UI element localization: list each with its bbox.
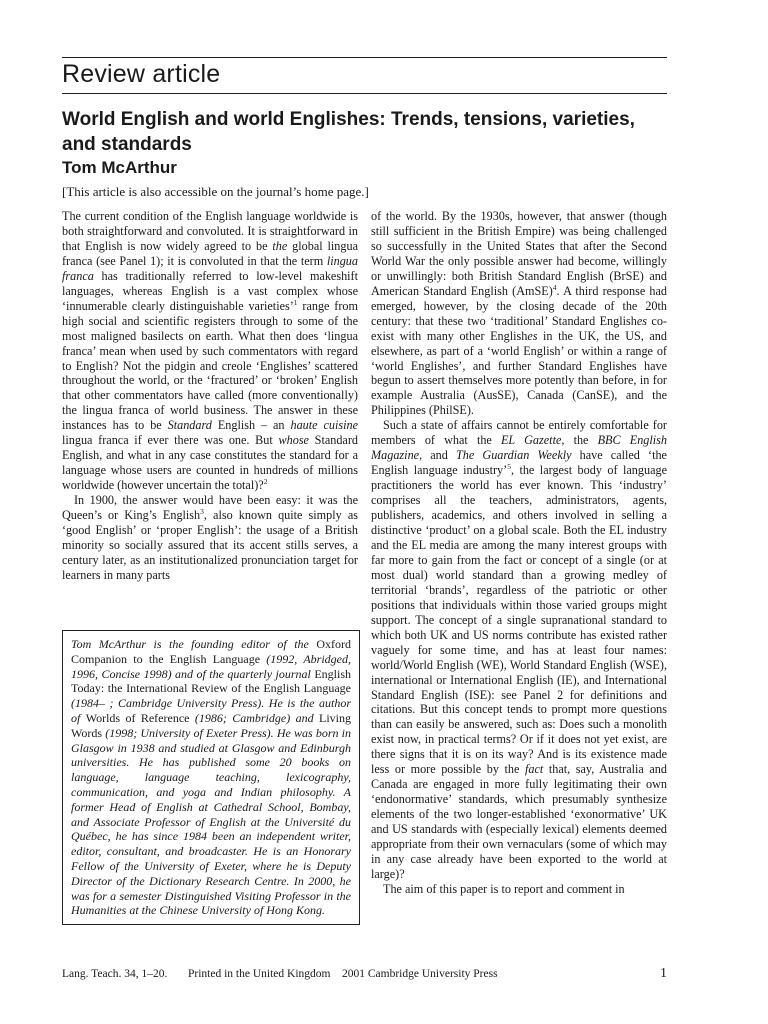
copyright-note: 2001 Cambridge University Press bbox=[342, 968, 498, 980]
right-column bbox=[371, 209, 667, 897]
printed-note: Printed in the United Kingdom bbox=[188, 968, 331, 980]
journal-citation: Lang. Teach. 34, 1–20. bbox=[62, 968, 168, 980]
footnote-ref: 4 bbox=[552, 282, 557, 292]
author-bio-box: Tom McArthur is the founding editor of the Oxford Companion to the English Language (1992, Abridged, 1996, Concise 1998) and of the quarterly journal English Today: the International Review of the English Language (1984– ; Cambridge University Press). He is the author of Worlds of Reference (1986; Cambridge) and Living Words (1998; University of Exeter Press). He was born in Glasgow in 1938 and studied at Glasgow and Edinburgh universities. He has published some 20 books on language, language teaching, lexicography, communication, and yoga and Indian philosophy. A former Head of English at Cathedral School, Bombay, and Associate Professor of English at the Université du Québec, he has since 1984 been an independent writer, editor, consultant, and broadcaster. He is an Honorary Fellow of the University of Exeter, where he is Deputy Director of the Dictionary Research Centre. In 2000, he was for a semester Distinguished Visiting Professor in the Humanities at the Chinese University of Hong Kong. bbox=[62, 630, 360, 925]
article-author: Tom McArthur bbox=[62, 158, 177, 177]
footnote-ref: 5 bbox=[507, 462, 511, 472]
article-title: World English and world Englishes: Trends, tensions, varieties, and standards bbox=[62, 109, 635, 155]
footnote-ref: 1 bbox=[293, 297, 298, 307]
footnote-ref: 2 bbox=[263, 477, 268, 487]
top-rule bbox=[62, 57, 667, 58]
left-paragraph-1: The current condition of the English language worldwide is both straightforward and convoluted. It is straightforward in that English is now widely agreed to be the global lingua franca (see Panel 1); it is convoluted in that the term lingua franca has traditionally referred to low-level makeshift languages, whereas English is a vast complex whose ‘innumerable clearly distinguishable varieties’$^1$ range from high social and scientific registers through to some of the most maligned basilects on earth. What then does ‘lingua franca’ mean when used by such commentators with regard to English? Not the pidgin and creole ‘Englishes’ scattered throughout the world, or the ‘fractured’ or ‘broken’ English that other commentators have called (more conventionally) the lingua franca of world business. The answer in these instances has to be Standard English – an haute cuisine lingua franca if ever there was one. But whose Standard English, and what in any case constitutes the standard for a language whose users are counted in hundreds of millions worldwide (however uncertain the total)?$^2$ bbox=[62, 209, 358, 493]
right-paragraph-2: Such a state of affairs cannot be entirely comfortable for members of what the EL Gazette, the BBC English Magazine, and The Guardian Weekly have called ‘the English language industry’$^5$, the largest body of language practitioners the world has ever known. This ‘industry’ comprises all the teachers, administrators, agents, publishers, academics, and others involved in selling a distinctive ‘product’ on a global scale. Both the EL industry and the EL media are among the many interest groups with far more to gain from the fact or concept of a single (or at most dual) world standard than a growing medley of territorial ‘brands’, regardless of the patriotic or other positions that individuals within those varied groups might support. The concept of a single supranational standard to which both UK and US norms contribute has existed rather vaguely for some time, and has at least four names: world/World English (WE), World Standard English (WSE), international or International English (IE), and International Standard English (ISE): see Panel 2 for definitions and citations. But this concept tends to prompt more questions than can easily be answered, such as: Does such a monolith exist now, in practical terms? Or if it does not yet exist, are there signs that it is on its way? And is its existence made less or more possible by the fact that, say, Australia and Canada are engaged in more fully legitimating their own ‘endonormative’ standards, which presumably synthesize elements of the two longer-established ‘exonormative’ UK and US standards with (especially lexical) elements deemed appropriate from their own vernaculars (some of which may in any case already have been exported to the world at large)? bbox=[371, 418, 668, 881]
footnote-ref: 3 bbox=[200, 507, 204, 516]
left-column bbox=[62, 209, 358, 583]
page-number: 1 bbox=[660, 966, 667, 981]
left-paragraph-2: In 1900, the answer would have been easy: it was the Queen’s or King’s English$^3$, also known quite simply as ‘good English’ or ‘proper English’: the usage of a British minority so socially assured that its accent stills serves, a century later, as an institutionalized pronunciation target for learners in many parts bbox=[62, 493, 358, 582]
section-label: Review article bbox=[62, 60, 221, 88]
section-underline bbox=[62, 93, 667, 94]
right-paragraph-3: The aim of this paper is to report and comment in bbox=[383, 881, 625, 896]
right-paragraph-1: of the world. By the 1930s, however, that answer (though still sufficient in the British Empire) was being challenged so successfully in the United States that after the Second World War the only possible answer had become, willingly or unwillingly: both British Standard English (BrSE) and American Standard English (AmSE)$^4$. A third response had emerged, however, by the closing decade of the 20th century: that these two ‘traditional’ Standard Englishes co-exist with many other Englishes in the UK, the US, and elsewhere, as part of a ‘world English’ or within a range of ‘world Englishes’, and further Standard Englishes have begun to assert themselves more potently than before, in for example Australia (AusSE), Canada (CanSE), and the Philippines (PhilSE). bbox=[371, 209, 668, 418]
access-note: [This article is also accessible on the journal’s home page.] bbox=[62, 184, 369, 199]
